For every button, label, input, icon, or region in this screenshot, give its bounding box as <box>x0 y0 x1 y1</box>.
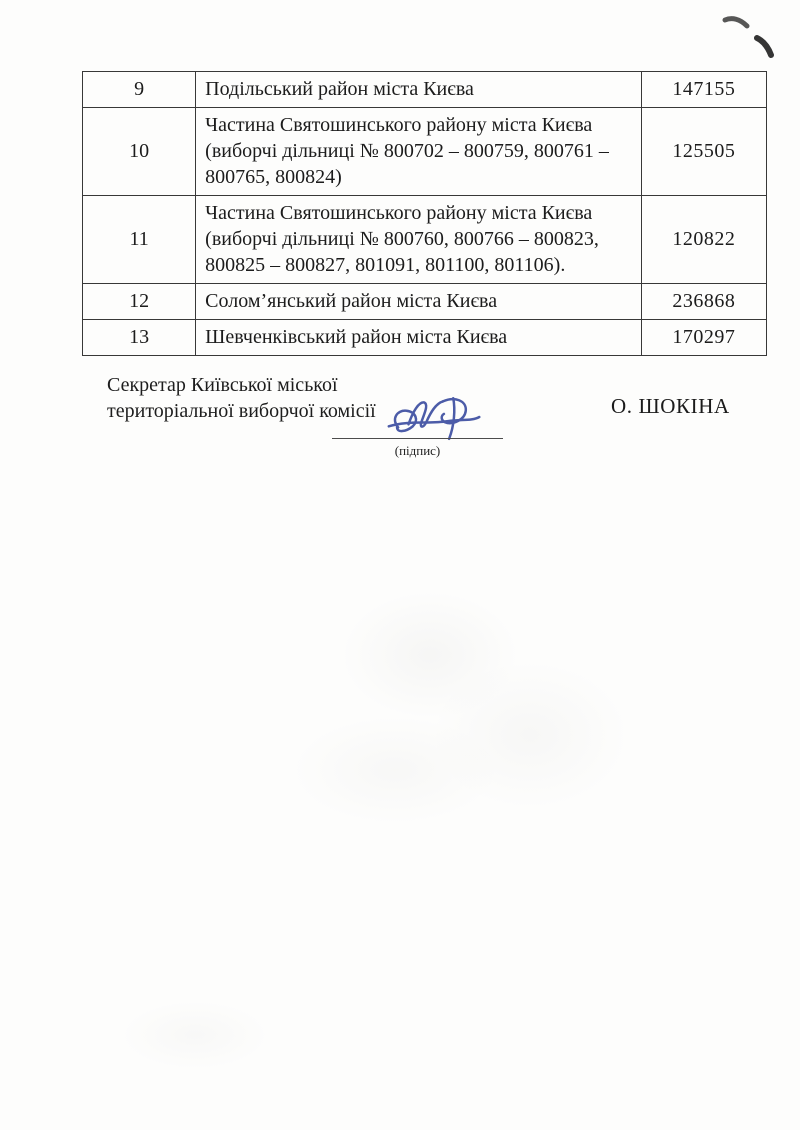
table-row <box>83 108 767 196</box>
signatory-title-line1: Секретар Київської міської <box>107 374 338 396</box>
paper-smudge <box>120 1000 270 1070</box>
row-number-cell: 11 <box>83 196 196 284</box>
pen-marks-icon <box>703 6 795 64</box>
signatory-name: О. ШОКІНА <box>611 394 730 418</box>
districts-table-container <box>82 71 767 356</box>
row-number-cell: 10 <box>83 108 196 196</box>
district-name-cell: Шевченківський район міста Києва <box>196 320 642 356</box>
signature-stroke <box>449 398 454 439</box>
pen-stroke <box>757 38 771 55</box>
table-row <box>83 284 767 320</box>
paper-smudge <box>340 590 520 720</box>
voter-count-cell: 170297 <box>641 320 766 356</box>
table-row <box>83 72 767 108</box>
voter-count-cell: 125505 <box>641 108 766 196</box>
voter-count-cell: 236868 <box>641 284 766 320</box>
voter-count-cell: 120822 <box>641 196 766 284</box>
paper-smudge <box>290 715 500 825</box>
signature-line <box>332 438 503 439</box>
table-row <box>83 320 767 356</box>
row-number-cell: 12 <box>83 284 196 320</box>
paper-smudge <box>430 660 630 810</box>
pen-stroke <box>725 19 747 26</box>
districts-table <box>82 71 767 356</box>
voter-count-cell: 147155 <box>641 72 766 108</box>
district-name-cell: Подільський район міста Києва <box>196 72 642 108</box>
handwritten-signature-icon <box>383 391 483 443</box>
row-number-cell: 9 <box>83 72 196 108</box>
row-number-cell: 13 <box>83 320 196 356</box>
district-name-cell: Солом’янський район міста Києва <box>196 284 642 320</box>
signatory-title-line2: територіальної виборчої комісії <box>107 400 376 422</box>
signatory-title <box>107 372 376 424</box>
signature-caption: (підпис) <box>394 443 441 458</box>
table-row <box>83 196 767 284</box>
signature-stroke <box>389 417 479 426</box>
district-name-cell: Частина Святошинського району міста Києва (виборчі дільниці № 800760, 800766 – 800823, 800825 – 800827, 801091, 801100, 801106). <box>196 196 642 284</box>
district-name-cell: Частина Святошинського району міста Києва (виборчі дільниці № 800702 – 800759, 800761 – 800765, 800824) <box>196 108 642 196</box>
